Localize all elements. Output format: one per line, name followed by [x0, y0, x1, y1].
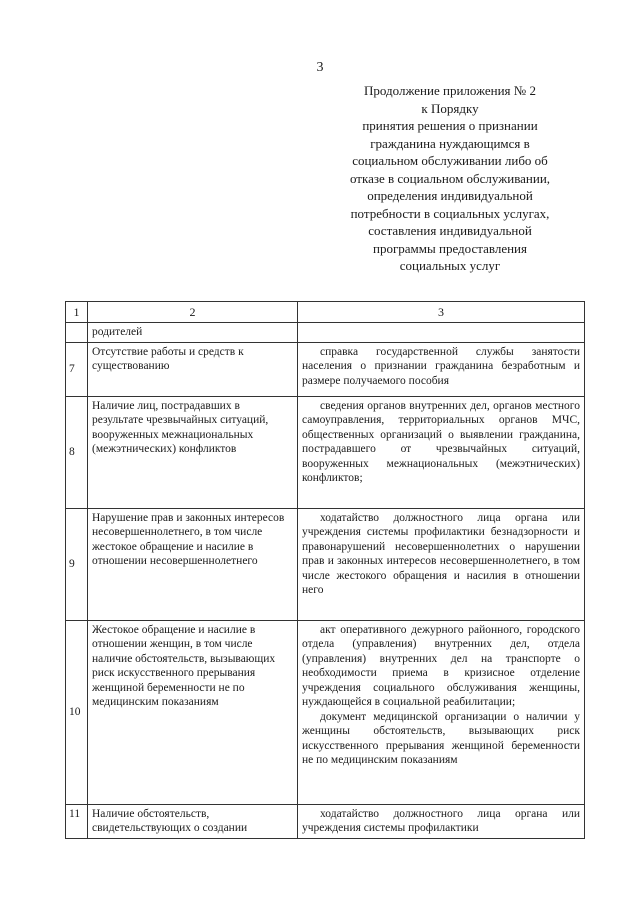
column-header: 1 [66, 302, 88, 323]
document-paragraph: ходатайство должностного лица органа или учреждения системы профилактики безнадзорности и правонарушений несовершеннолетних о нарушении прав и законных интересов несовершеннолетнего, в том числе жестокого обращения и насилия в отношении него [302, 511, 580, 596]
row-number: 9 [66, 508, 88, 620]
document-paragraph: документ медицинской организации о наличии у женщины обстоятельств, вызывающих риск искусственного прерывания женщиной беременности не по медицинским показаниям [302, 710, 580, 766]
header-line: отказе в социальном обслуживании, [349, 170, 551, 186]
header-line: принятия решения о признании [362, 118, 538, 133]
table-row [66, 396, 585, 508]
header-line: потребности в социальных услугах, [350, 205, 550, 221]
header-line: Продолжение приложения № 2 [364, 83, 536, 98]
header-line: определения индивидуальной [367, 188, 533, 203]
header-line: социальных услуг [399, 258, 501, 273]
column-header: 3 [298, 302, 585, 323]
table-row [66, 804, 585, 838]
documents-table [65, 301, 585, 839]
header-line: к Порядку [421, 100, 479, 116]
header-line: программы предоставления [373, 240, 527, 256]
row-number [66, 323, 88, 343]
row-number: 10 [66, 620, 88, 804]
row-documents [298, 323, 585, 343]
table-header-row [66, 302, 585, 323]
row-reason: Наличие обстоятельств, свидетельствующих о создании [88, 804, 298, 838]
table-row [66, 323, 585, 343]
table-row [66, 508, 585, 620]
document-paragraph: акт оперативного дежурного районного, городского отдела (управления) внутренних дел, отдела (управления) внутренних дел на транспорте о необходимости приема в кризисное отделение учреждения социального обслуживания женщины, нуждающейся в социальной реабилитации; [302, 623, 580, 708]
document-paragraph: ходатайство должностного лица органа или учреждения системы профилактики [302, 807, 580, 834]
appendix-header [300, 82, 600, 275]
row-documents [298, 342, 585, 396]
header-line: гражданина нуждающимся в [370, 135, 530, 151]
row-documents [298, 804, 585, 838]
row-documents [298, 620, 585, 804]
row-reason: родителей [88, 323, 298, 343]
row-number: 7 [66, 342, 88, 396]
table-row [66, 342, 585, 396]
row-documents [298, 508, 585, 620]
row-number: 11 [66, 804, 88, 838]
document-paragraph: справка государственной службы занятости населения о признании гражданина безработным и размере получаемого пособия [302, 345, 580, 387]
header-line: социальном обслуживании либо об [352, 153, 548, 168]
document-paragraph: сведения органов внутренних дел, органов местного самоуправления, территориальных органов МЧС, общественных организаций о выявлении гражданина, пострадавшего от чрезвычайных ситуаций, вооруженных межнациональных (межэтнических) конфликтов; [302, 399, 580, 484]
row-number: 8 [66, 396, 88, 508]
row-reason: Наличие лиц, пострадавших в результате чрезвычайных ситуаций, вооруженных межнациональных (межэтнических) конфликтов [88, 396, 298, 508]
row-reason: Нарушение прав и законных интересов несовершеннолетнего, в том числе жестокое обращение и насилие в отношении несовершеннолетнего [88, 508, 298, 620]
page-number: 3 [316, 60, 324, 75]
column-header: 2 [88, 302, 298, 323]
row-reason: Жестокое обращение и насилие в отношении женщин, в том числе наличие обстоятельств, вызывающих риск искусственного прерывания женщиной беременности не по медицинским показаниям [88, 620, 298, 804]
header-line: составления индивидуальной [368, 223, 532, 238]
table-row [66, 620, 585, 804]
row-documents [298, 396, 585, 508]
row-reason: Отсутствие работы и средств к существованию [88, 342, 298, 396]
